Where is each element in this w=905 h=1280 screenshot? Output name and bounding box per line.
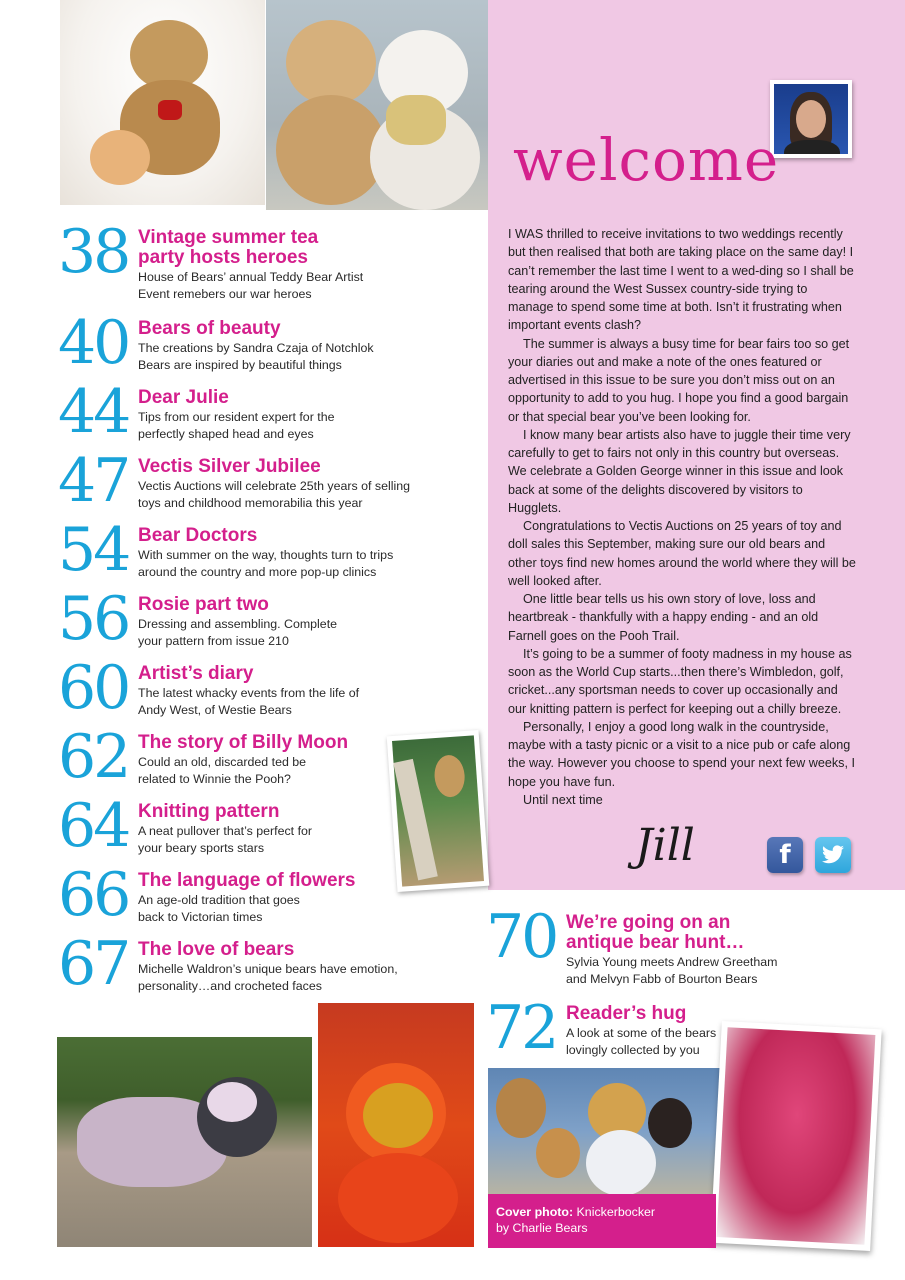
cover-label: Cover photo: — [496, 1205, 574, 1219]
entry-title: The love of bears — [138, 939, 295, 960]
welcome-paragraph: The summer is always a busy time for bear fairs too so get your diaries out and make a note of the ones featured or advertised in this issue to be sure you don’t miss out on an opportunity to add to you hug. I hope you find a good bargain or that special bear you’ve been looking for. — [508, 336, 850, 424]
entry-title: Dear Julie — [138, 387, 229, 408]
elephant-toy-photo — [57, 1037, 312, 1247]
entry-title: The language of flowers — [138, 870, 356, 891]
welcome-paragraph: I know many bear artists also have to juggle their time very carefully to get to fairs not only in this country but overseas. We celebrate a Golden George winner in this issue and look back at some of the delights discovered by visitors to Hugglets. — [508, 427, 851, 515]
entry-title: Bear Doctors — [138, 525, 258, 546]
page-number: 44 — [58, 377, 129, 447]
entry-desc: Tips from our resident expert for the perfectly shaped head and eyes — [138, 410, 335, 441]
page-number: 60 — [58, 653, 129, 723]
contents-entry[interactable] — [58, 515, 438, 588]
welcome-paragraph: I WAS thrilled to receive invitations to two weddings recently but then realised that both are taking place on the same day! I can’t remember the last time I went to a wed-ding so I shall be tearing around the West Sussex country-side trying to manage to spend some time at both. Isn’t it frustrating when important events clash? — [508, 227, 854, 333]
vintage-teddy-photo — [60, 0, 265, 205]
entry-desc: An age-old tradition that goes back to Victorian times — [138, 893, 300, 924]
contents-entry[interactable] — [58, 860, 438, 933]
contents-entry[interactable] — [58, 446, 438, 519]
page-number: 62 — [58, 722, 129, 792]
entry-desc: The latest whacky events from the life of Andy West, of Westie Bears — [138, 686, 360, 717]
contents-entry[interactable] — [58, 217, 438, 301]
entry-title: Rosie part two — [138, 594, 269, 615]
entry-title: Vectis Silver Jubilee — [138, 456, 321, 477]
cover-name: Knickerbocker — [576, 1205, 656, 1219]
welcome-paragraph: One little bear tells us his own story of love, loss and heartbreak - thankfully with a happy ending - and an old Farnell goes on the Pooh Trail. — [508, 592, 819, 643]
contents-entry[interactable] — [58, 308, 438, 381]
welcome-paragraph: Personally, I enjoy a good long walk in the countryside, maybe with a tasty picnic or a visit to a nice pub or cafe along the way. However you choose to spend your next few weeks, I hope you have fun. — [508, 719, 855, 789]
welcome-paragraph: It’s going to be a summer of footy madness in my house as soon as the World Cup starts...then there’s Wimbledon, golf, cricket...any sportsman needs to cover up occasionally and our knitting pattern is perfect for keeping out a chilly breeze. — [508, 646, 852, 716]
red-bear-photo — [318, 1003, 474, 1247]
two-bears-photo — [266, 0, 488, 210]
cover-photo-credit — [488, 1194, 716, 1248]
editor-photo — [770, 80, 852, 158]
welcome-paragraph: Congratulations to Vectis Auctions on 25 years of toy and doll sales this September, making sure our old bears and other toys find new homes around the world where they will be well looked after. — [508, 519, 856, 588]
page-number: 64 — [58, 791, 129, 861]
entry-desc: A neat pullover that’s perfect for your beary sports stars — [138, 824, 313, 855]
readers-hug-photo — [488, 1068, 720, 1196]
welcome-letter — [508, 225, 856, 809]
contents-entry[interactable] — [58, 653, 438, 726]
entry-title: Artist’s diary — [138, 663, 254, 684]
entry-desc: Sylvia Young meets Andrew Greetham and Melvyn Fabb of Bourton Bears — [566, 955, 778, 986]
sign-off: Until next time — [523, 792, 603, 807]
entry-desc: House of Bears’ annual Teddy Bear Artist Event remebers our war heroes — [138, 270, 364, 301]
entry-desc: Dressing and assembling. Complete your pattern from issue 210 — [138, 617, 338, 648]
page-number: 40 — [58, 308, 129, 378]
entry-title: Bears of beauty — [138, 318, 281, 339]
contents-entry[interactable] — [58, 929, 438, 1002]
entry-desc: The creations by Sandra Czaja of Notchlok Bears are inspired by beautiful things — [138, 341, 374, 372]
contents-entry[interactable] — [486, 902, 806, 986]
page-number: 56 — [58, 584, 129, 654]
contents-entry[interactable] — [58, 584, 438, 657]
entry-title: Knitting pattern — [138, 801, 280, 822]
page-number: 38 — [58, 217, 129, 287]
page-number: 72 — [486, 993, 557, 1063]
entry-desc: Could an old, discarded ted be related to Winnie the Pooh? — [138, 755, 307, 786]
page-number: 47 — [58, 446, 129, 516]
welcome-heading: welcome — [513, 126, 780, 194]
entry-desc: With summer on the way, thoughts turn to trips around the country and more pop-up clinics — [138, 548, 394, 579]
entry-desc: Michelle Waldron’s unique bears have emotion, personality…and crocheted faces — [138, 962, 398, 993]
page-number: 70 — [486, 902, 557, 972]
contents-entry[interactable] — [58, 791, 438, 864]
cover-credit-text: by Charlie Bears — [496, 1221, 588, 1235]
twitter-icon[interactable] — [815, 837, 851, 873]
facebook-icon[interactable]: f — [767, 837, 803, 873]
contents-entry[interactable] — [486, 993, 806, 1066]
entry-title: We’re going on an antique bear hunt… — [566, 912, 745, 953]
contents-entry[interactable] — [58, 377, 438, 450]
entry-desc: Vectis Auctions will celebrate 25th years of selling toys and childhood memorabilia this year — [138, 479, 411, 510]
entry-title: Reader’s hug — [566, 1003, 687, 1024]
contents-entry[interactable] — [58, 722, 438, 795]
entry-title: Vintage summer tea party hosts heroes — [138, 227, 319, 268]
editor-signature: Jill — [635, 820, 695, 871]
page-number: 67 — [58, 929, 129, 999]
page-number: 54 — [58, 515, 129, 585]
entry-title: The story of Billy Moon — [138, 732, 349, 753]
entry-desc: A look at some of the bears lovingly collected by you — [566, 1026, 717, 1057]
page-number: 66 — [58, 860, 129, 930]
